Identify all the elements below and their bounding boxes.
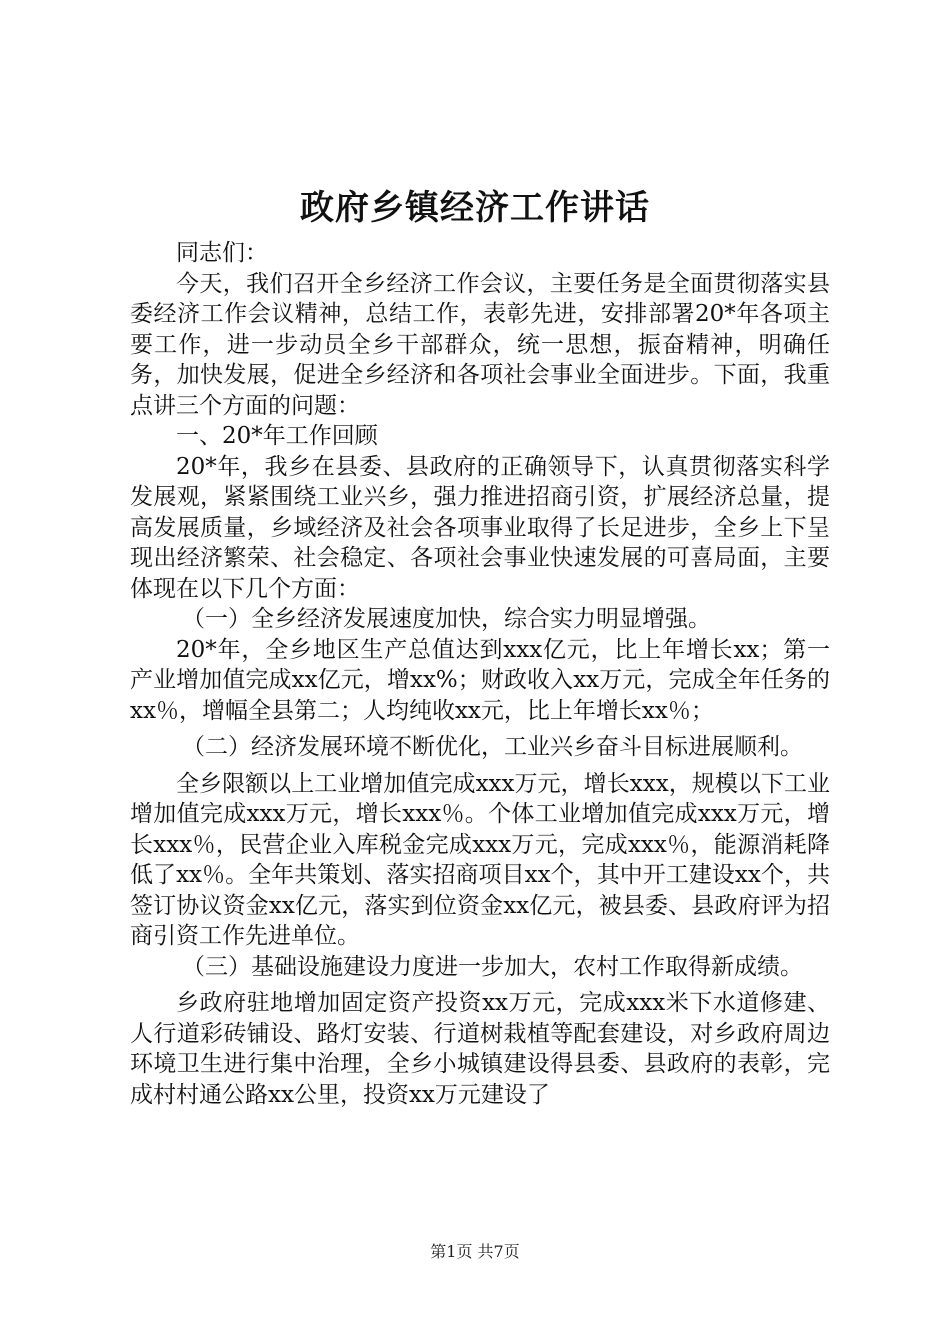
- subheading-1: （一）全乡经济发展速度加快，综合实力明显增强。: [182, 606, 711, 632]
- document-body: [130, 238, 830, 1110]
- section-heading-1: 一、20*年工作回顾: [176, 423, 378, 449]
- subheading-3: （三）基础设施建设力度进一步加大，农村工作取得新成绩。: [182, 953, 803, 980]
- salutation: 同志们：: [176, 240, 268, 266]
- subheading-2: （二）经济发展环境不断优化，工业兴乡奋斗目标进展顺利。: [182, 734, 803, 760]
- paragraph-review: 20*年，我乡在县委、县政府的正确领导下，认真贯彻落实科学发展观，紧紧围绕工业兴乡，强力推进招商引资，扩展经济总量，提高发展质量，乡域经济及社会各项事业取得了长足进步，全乡上下呈现出经济繁荣、社会稳定、各项社会事业快速发展的可喜局面，主要体现在以下几个方面：: [130, 453, 830, 602]
- paragraph-economy: 20*年，全乡地区生产总值达到xxx亿元，比上年增长xx；第一产业增加值完成xx亿元，增xx%；财政收入xx万元，完成全年任务的xx％，增幅全县第二；人均纯收xx元，比上年增长xx％；: [130, 636, 830, 724]
- paragraph-intro: 今天，我们召开全乡经济工作会议，主要任务是全面贯彻落实县委经济工作会议精神，总结工作，表彰先进，安排部署20*年各项主要工作，进一步动员全乡干部群众，统一思想，振奋精神，明确任务，加快发展，促进全乡经济和各项社会事业全面进步。下面，我重点讲三个方面的问题：: [130, 270, 830, 419]
- page-number: 第1页 共7页: [430, 1242, 520, 1261]
- paragraph-infrastructure: 乡政府驻地增加固定资产投资xx万元，完成xxx米下水道修建、人行道彩砖铺设、路灯安装、行道树栽植等配套建设，对乡政府周边环境卫生进行集中治理，全乡小城镇建设得县委、县政府的表彰，完成村村通公路xx公里，投资xx万元建设了: [130, 990, 830, 1108]
- document-title: 政府乡镇经济工作讲话: [300, 188, 650, 228]
- paragraph-industry: 全乡限额以上工业增加值完成xxx万元，增长xxx，规模以下工业增加值完成xxx万元，增长xxx％。个体工业增加值完成xxx万元，增长xxx％，民营企业入库税金完成xxx万元，完成xxx％，能源消耗降低了xx％。全年共策划、落实招商项目xx个，其中开工建设xx个，共签订协议资金xx亿元，落实到位资金xx亿元，被县委、县政府评为招商引资工作先进单位。: [130, 770, 830, 949]
